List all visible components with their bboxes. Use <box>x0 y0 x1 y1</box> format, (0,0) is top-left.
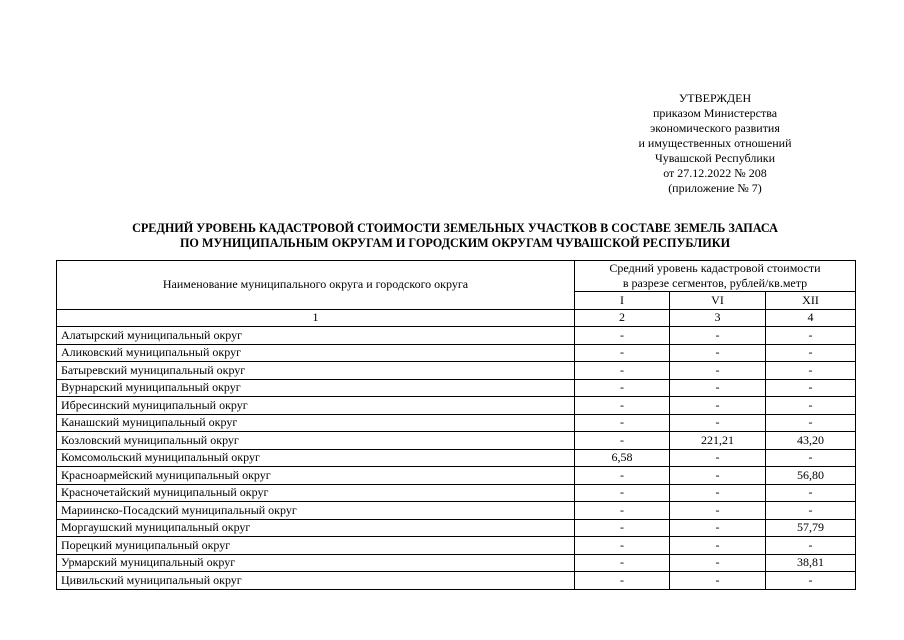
district-name-cell: Мариинско-Посадский муниципальный округ <box>57 502 575 520</box>
segment-xii-value: - <box>766 502 856 520</box>
segment-vi-value: - <box>670 449 766 467</box>
segment-xii-value: 43,20 <box>766 432 856 450</box>
title-line-2: ПО МУНИЦИПАЛЬНЫМ ОКРУГАМ И ГОРОДСКИМ ОКРУГАМ ЧУВАШСКОЙ РЕСПУБЛИКИ <box>179 236 731 250</box>
header-group-cell <box>575 261 856 292</box>
table-row <box>57 397 856 415</box>
approval-line: и имущественных отношений <box>638 136 792 150</box>
segment-vi-value: - <box>670 484 766 502</box>
segment-vi-value: - <box>670 379 766 397</box>
segment-i-value: - <box>575 362 670 380</box>
segment-i-value: - <box>575 344 670 362</box>
segment-xii-value: - <box>766 414 856 432</box>
table-row <box>57 449 856 467</box>
header-name-cell: Наименование муниципального округа и городского округа <box>57 261 575 310</box>
district-name-cell: Канашский муниципальный округ <box>57 414 575 432</box>
segment-vi-value: - <box>670 572 766 590</box>
district-name-cell: Вурнарский муниципальный округ <box>57 379 575 397</box>
segment-i-value: - <box>575 397 670 415</box>
segment-vi-value: - <box>670 537 766 555</box>
table-row <box>57 344 856 362</box>
segment-i-value: - <box>575 554 670 572</box>
segment-i-value: - <box>575 519 670 537</box>
approval-line: приказом Министерства <box>652 106 778 120</box>
segment-i-value: - <box>575 537 670 555</box>
district-name-cell: Алатырский муниципальный округ <box>57 327 575 345</box>
table-row <box>57 414 856 432</box>
approval-stamp <box>610 91 820 196</box>
segment-xii-value: - <box>766 362 856 380</box>
segment-xii-value: - <box>766 327 856 345</box>
approval-line: УТВЕРЖДЕН <box>678 91 752 105</box>
segment-vi-value: - <box>670 397 766 415</box>
segment-xii-value: 57,79 <box>766 519 856 537</box>
segment-vi-value: - <box>670 414 766 432</box>
segment-vi-value: - <box>670 502 766 520</box>
segment-i-value: - <box>575 484 670 502</box>
segment-xii-value: - <box>766 397 856 415</box>
segment-xii-value: - <box>766 572 856 590</box>
segment-i-value: - <box>575 467 670 485</box>
approval-line: Чувашской Республики <box>654 151 776 165</box>
segment-i-value: - <box>575 432 670 450</box>
approval-line: экономического развития <box>650 121 780 135</box>
segment-vi-value: 221,21 <box>670 432 766 450</box>
table-row <box>57 432 856 450</box>
table-row <box>57 572 856 590</box>
district-name-cell: Моргаушский муниципальный округ <box>57 519 575 537</box>
segment-header: I <box>575 292 670 310</box>
segment-i-value: 6,58 <box>575 449 670 467</box>
segment-xii-value: - <box>766 484 856 502</box>
segment-xii-value: - <box>766 344 856 362</box>
header-group-line-2: в разрезе сегментов, рублей/кв.метр <box>622 276 808 290</box>
cadastral-value-table <box>56 260 856 590</box>
table-row <box>57 519 856 537</box>
district-name-cell: Цивильский муниципальный округ <box>57 572 575 590</box>
segment-vi-value: - <box>670 467 766 485</box>
segment-i-value: - <box>575 414 670 432</box>
district-name-cell: Красноармейский муниципальный округ <box>57 467 575 485</box>
table-row <box>57 537 856 555</box>
table-row <box>57 484 856 502</box>
column-number: 3 <box>670 309 766 327</box>
segment-vi-value: - <box>670 519 766 537</box>
segment-header: VI <box>670 292 766 310</box>
table-row <box>57 502 856 520</box>
approval-line: (приложение № 7) <box>668 181 762 195</box>
segment-xii-value: 38,81 <box>766 554 856 572</box>
approval-line: от 27.12.2022 № 208 <box>663 166 767 180</box>
table-row <box>57 379 856 397</box>
segment-vi-value: - <box>670 344 766 362</box>
segment-vi-value: - <box>670 554 766 572</box>
segment-i-value: - <box>575 502 670 520</box>
district-name-cell: Урмарский муниципальный округ <box>57 554 575 572</box>
column-number: 1 <box>57 309 575 327</box>
district-name-cell: Комсомольский муниципальный округ <box>57 449 575 467</box>
district-name-cell: Батыревский муниципальный округ <box>57 362 575 380</box>
district-name-cell: Козловский муниципальный округ <box>57 432 575 450</box>
segment-i-value: - <box>575 379 670 397</box>
table-row <box>57 362 856 380</box>
header-group-line-1: Средний уровень кадастровой стоимости <box>609 261 821 275</box>
header-row <box>57 261 856 292</box>
segment-i-value: - <box>575 327 670 345</box>
district-name-cell: Ибресинский муниципальный округ <box>57 397 575 415</box>
title-line-1: СРЕДНИЙ УРОВЕНЬ КАДАСТРОВОЙ СТОИМОСТИ ЗЕМЕЛЬНЫХ УЧАСТКОВ В СОСТАВЕ ЗЕМЕЛЬ ЗАПАСА <box>132 221 778 235</box>
segment-xii-value: - <box>766 537 856 555</box>
segment-i-value: - <box>575 572 670 590</box>
segment-xii-value: - <box>766 379 856 397</box>
segment-xii-value: 56,80 <box>766 467 856 485</box>
column-number-row <box>57 309 856 327</box>
segment-xii-value: - <box>766 449 856 467</box>
table-row <box>57 467 856 485</box>
table-row <box>57 327 856 345</box>
segment-header: XII <box>766 292 856 310</box>
column-number: 4 <box>766 309 856 327</box>
table-row <box>57 554 856 572</box>
document-title <box>56 221 854 251</box>
district-name-cell: Порецкий муниципальный округ <box>57 537 575 555</box>
district-name-cell: Красночетайский муниципальный округ <box>57 484 575 502</box>
district-name-cell: Аликовский муниципальный округ <box>57 344 575 362</box>
column-number: 2 <box>575 309 670 327</box>
segment-vi-value: - <box>670 327 766 345</box>
segment-vi-value: - <box>670 362 766 380</box>
